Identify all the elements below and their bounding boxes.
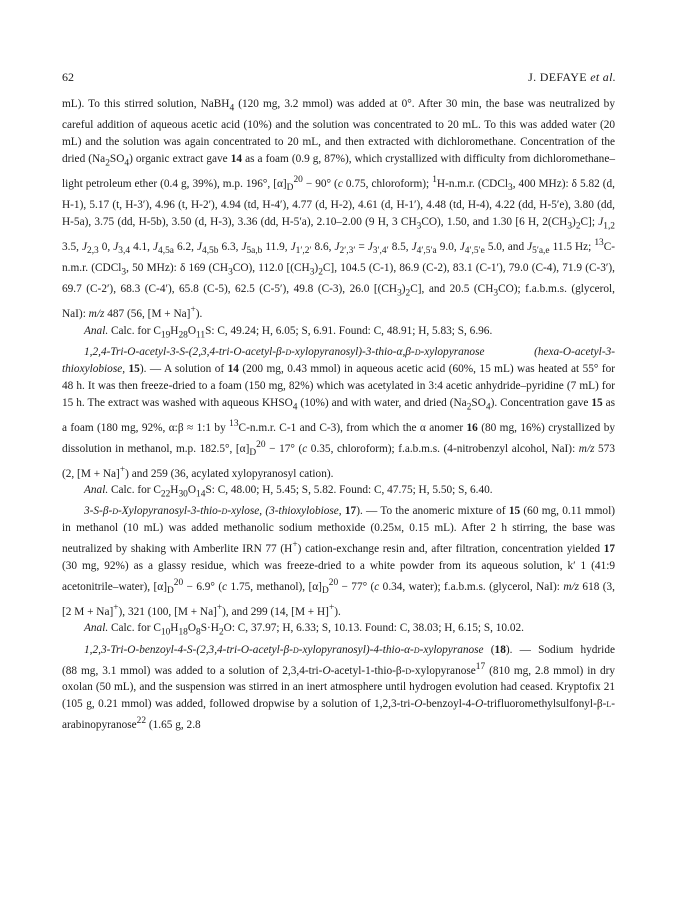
running-header <box>50 70 626 86</box>
paragraph-compound-18: 1,2,3-Tri-O-benzoyl-4-S-(2,3,4-tri-O-acetyl-β-d-xylopyranosyl)-4-thio-α-d-xylopyranose (18). — Sodium hydride (88 mg, 3.1 mmol) was added to a solution of 2,3,4-tri-O-acetyl-1-thio-β-d-xylopyranose$^{17}$ (810 mg, 2.8 mmol) in dry oxolan (50 mL), and the suspension was stirred in an inert atmosphere until hydrogen evolution had ceased. Kryptofix 21 (105 g, 0.21 mmol) was added, followed dropwise by a solution of 1,2,3-tri-O-benzoyl-4-O-trifluoromethylsulfonyl-β-l-arabinopyranose$^{22}$ (1.65 g, 2.8 <box>62 643 615 731</box>
page-number: 62 <box>62 70 74 84</box>
paragraph-compound-15: 1,2,4-Tri-O-acetyl-3-S-(2,3,4-tri-O-acetyl-β-d-xylopyranosyl)-3-thio-α,β-d-xylopyranose (hexa-O-acetyl-3-thioxylobiose, 15). — A solution of 14 (200 mg, 0.43 mmol) in aqueous acetic acid (60%, 15 mL) was heated at 55° for 48 h. It was then freeze-dried to a foam (150 mg, 82%) which was acetylated in 3:4 acetic anhydride–pyridine (7 mL) for 15 h. The extract was washed with aqueous $KHSO_4$ (10%) and with water, and dried $(Na_2SO_4)$. Concentration gave 15 as a foam (180 mg, 92%, α:β ≈ 1:1 by $^{13}$C-n.m.r. C-1 and C-3), from which the α anomer 16 (80 mg, 16%) crystallized by dissolution in methanol, m.p. 182.5°, $[\alpha]_D^{20} - 17^\circ$ (c 0.35, chloroform); f.a.b.m.s. (4-nitrobenzyl alcohol, NaI): m/z 573 (2, [M + Na]+) and 259 (36, acylated xylopyranosyl cation). <box>62 346 616 480</box>
running-title <box>528 70 616 85</box>
paragraph-compound-17: 3-S-β-d-Xylopyranosyl-3-thio-d-xylose, (3-thioxylobiose, 17). — To the anomeric mixture of 15 (60 mg, 0.11 mmol) in methanol (10 mL) was added methanolic sodium methoxide (0.25m, 0.15 mL). After 2 h stirring, the base was neutralized by shaking with Amberlite IRN 77 (H+) cation-exchange resin and, after filtration, concentration yielded 17 (30 mg, 92%) as a glassy residue, which was freeze-dried to a white powder from its aqueous solution, k′ 1 (41:9 acetonitrile–water), $[\alpha]_D^{20} - 6.9^\circ$ (c 1.75, methanol), $[\alpha]_D^{20} - 77^\circ$ (c 0.34, water); f.a.b.m.s. (glycerol, NaI): m/z 618 (3, [2 M + Na]+), 321 (100, [M + Na]+), and 299 (14, [M + H]+). <box>62 505 615 618</box>
analysis-compound-14: Anal. Calc. for $C_{19}H_{28}O_{11}S$: C, 49.24; H, 6.05; S, 6.91. Found: C, 48.91; H, 5.83; S, 6.96. <box>84 325 493 341</box>
analysis-compound-17: Anal. Calc. for $C_{10}H_{18}O_8S\cdot H_2O$: C, 37.97; H, 6.33; S, 10.13. Found: C, 38.03; H, 6.15; S, 10.02. <box>84 622 524 638</box>
article-body <box>62 96 615 734</box>
author-suffix: et al. <box>590 70 616 84</box>
paragraph-compound-14-details: mL). To this stirred solution, NaBH$_4$ (120 mg, 3.2 mmol) was added at 0°. After 30 min, the base was neutralized by careful addition of aqueous acetic acid (10%) and the solution was concentrated to 20 mL. To this was added water (20 mL) and the solution was again concentrated to 20 mL, and then extracted with dichloromethane. Concentration of the dried $(Na_2SO_4)$ organic extract gave 14 as a foam (0.9 g, 87%), which crystallized with difficulty from dichloromethane–light petroleum ether (0.4 g, 39%), m.p. 196°, $[\alpha]_D^{20} - 90^\circ$ (c 0.75, chloroform); $^1$H-n.m.r. (CDCl$_3$, 400 MHz): δ 5.82 (d, H-1), 5.17 (t, H-3′), 4.96 (t, H-2′), 4.94 (td, H-4′), 4.77 (d, H-2), 4.61 (d, H-1′), 4.48 (td, H-4), 4.22 (dd, H-5′e), 3.80 (dd, H-5a), 3.75 (dd, H-5b), 3.50 (d, H-3), 3.36 (dd, H-5′a), 2.10–2.00 (9 H, 3 $CH_3CO$), 1.50, and 1.30 [6 H, $2(CH_3)_2C$]; $J_{1,2}$ 3.5, $J_{2,3}$ 0, $J_{3,4}$ 4.1, $J_{4,5a}$ 6.2, $J_{4,5b}$ 6.3, $J_{5a,b}$ 11.9, $J_{1',2'}$ 8.6, $J_{2',3'} = J_{3',4'}$ 8.5, $J_{4',5'a}$ 9.0, $J_{4',5'e}$ 5.0, and $J_{5'a,e}$ 11.5 Hz; $^{13}$C-n.m.r. (CDCl$_3$, 50 MHz): δ 169 $(CH_3CO)$, 112.0 $[(CH_3)_2C]$, 104.5 (C-1), 86.9 (C-2), 83.1 (C-1′), 79.0 (C-4), 71.9 (C-3′), 69.7 (C-2′), 68.3 (C-4′), 65.8 (C-5), 62.5 (C-5′), 49.8 (C-3), 26.0 $[(CH_3)_2C]$, and 20.5 $(CH_3CO)$; f.a.b.m.s. (glycerol, NaI): m/z 487 (56, [M + Na]+). <box>62 98 616 321</box>
analysis-compound-15: Anal. Calc. for $C_{22}H_{30}O_{14}S$: C, 48.00; H, 5.45; S, 5.82. Found: C, 47.75; H, 5.50; S, 6.40. <box>84 484 493 500</box>
author-name: J. DEFAYE <box>528 70 587 84</box>
